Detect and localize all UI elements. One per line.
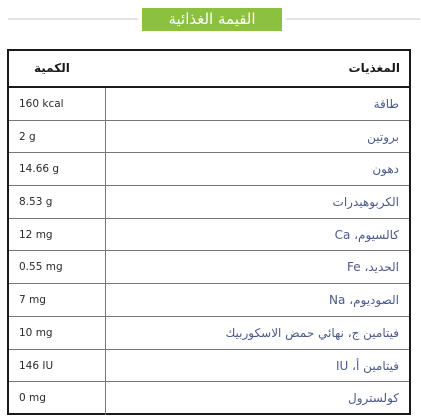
table-header bbox=[9, 51, 409, 88]
quantity-cell: 0 mg bbox=[19, 392, 46, 405]
column-divider bbox=[105, 382, 106, 415]
quantity-cell: 2 g bbox=[19, 130, 36, 143]
quantity-cell: 8.53 g bbox=[19, 196, 53, 209]
quantity-cell: 146 IU bbox=[19, 359, 54, 372]
table-row bbox=[9, 219, 409, 252]
nutrient-cell: طاقة bbox=[373, 97, 399, 111]
column-divider bbox=[105, 251, 106, 283]
table-row bbox=[9, 317, 409, 350]
quantity-cell: 7 mg bbox=[19, 294, 46, 307]
table-row bbox=[9, 284, 409, 317]
quantity-cell: 10 mg bbox=[19, 326, 53, 339]
nutrition-table bbox=[7, 49, 411, 415]
section-title: القيمة الغذائية bbox=[142, 8, 282, 31]
quantity-cell: 0.55 mg bbox=[19, 261, 63, 274]
nutrient-cell: دهون bbox=[372, 162, 399, 177]
table-body bbox=[9, 88, 409, 415]
column-divider bbox=[105, 88, 106, 120]
nutrient-cell: فيتامين أ، IU bbox=[336, 358, 399, 373]
nutrient-cell: فيتامين ج، نهائي حمض الاسكوربيك bbox=[225, 325, 399, 340]
nutrient-cell: كالسيوم، Ca bbox=[334, 227, 399, 242]
column-divider bbox=[105, 121, 106, 153]
table-row bbox=[9, 186, 409, 219]
column-divider bbox=[105, 153, 106, 185]
quantity-cell: 160 kcal bbox=[19, 98, 64, 110]
column-divider bbox=[105, 219, 106, 251]
table-row bbox=[9, 382, 409, 415]
column-divider bbox=[105, 317, 106, 349]
table-row bbox=[9, 88, 409, 121]
table-row bbox=[9, 350, 409, 383]
header-nutrient: المغذيات bbox=[348, 61, 400, 75]
nutrient-cell: بروتين bbox=[367, 129, 399, 144]
header-quantity: الكمية bbox=[34, 61, 70, 75]
nutrient-cell: الحديد، Fe bbox=[346, 260, 399, 275]
table-row bbox=[9, 251, 409, 284]
quantity-cell: 12 mg bbox=[19, 228, 53, 241]
nutrient-cell: الصوديوم، Na bbox=[329, 293, 399, 308]
nutrient-cell: كولسترول bbox=[347, 391, 399, 406]
table-row bbox=[9, 121, 409, 154]
column-divider bbox=[105, 284, 106, 316]
quantity-cell: 14.66 g bbox=[19, 163, 60, 176]
nutrient-cell: الكربوهيدرات bbox=[332, 195, 399, 210]
table-row bbox=[9, 153, 409, 186]
title-badge bbox=[138, 6, 286, 33]
column-divider bbox=[105, 350, 106, 382]
column-divider bbox=[105, 186, 106, 218]
